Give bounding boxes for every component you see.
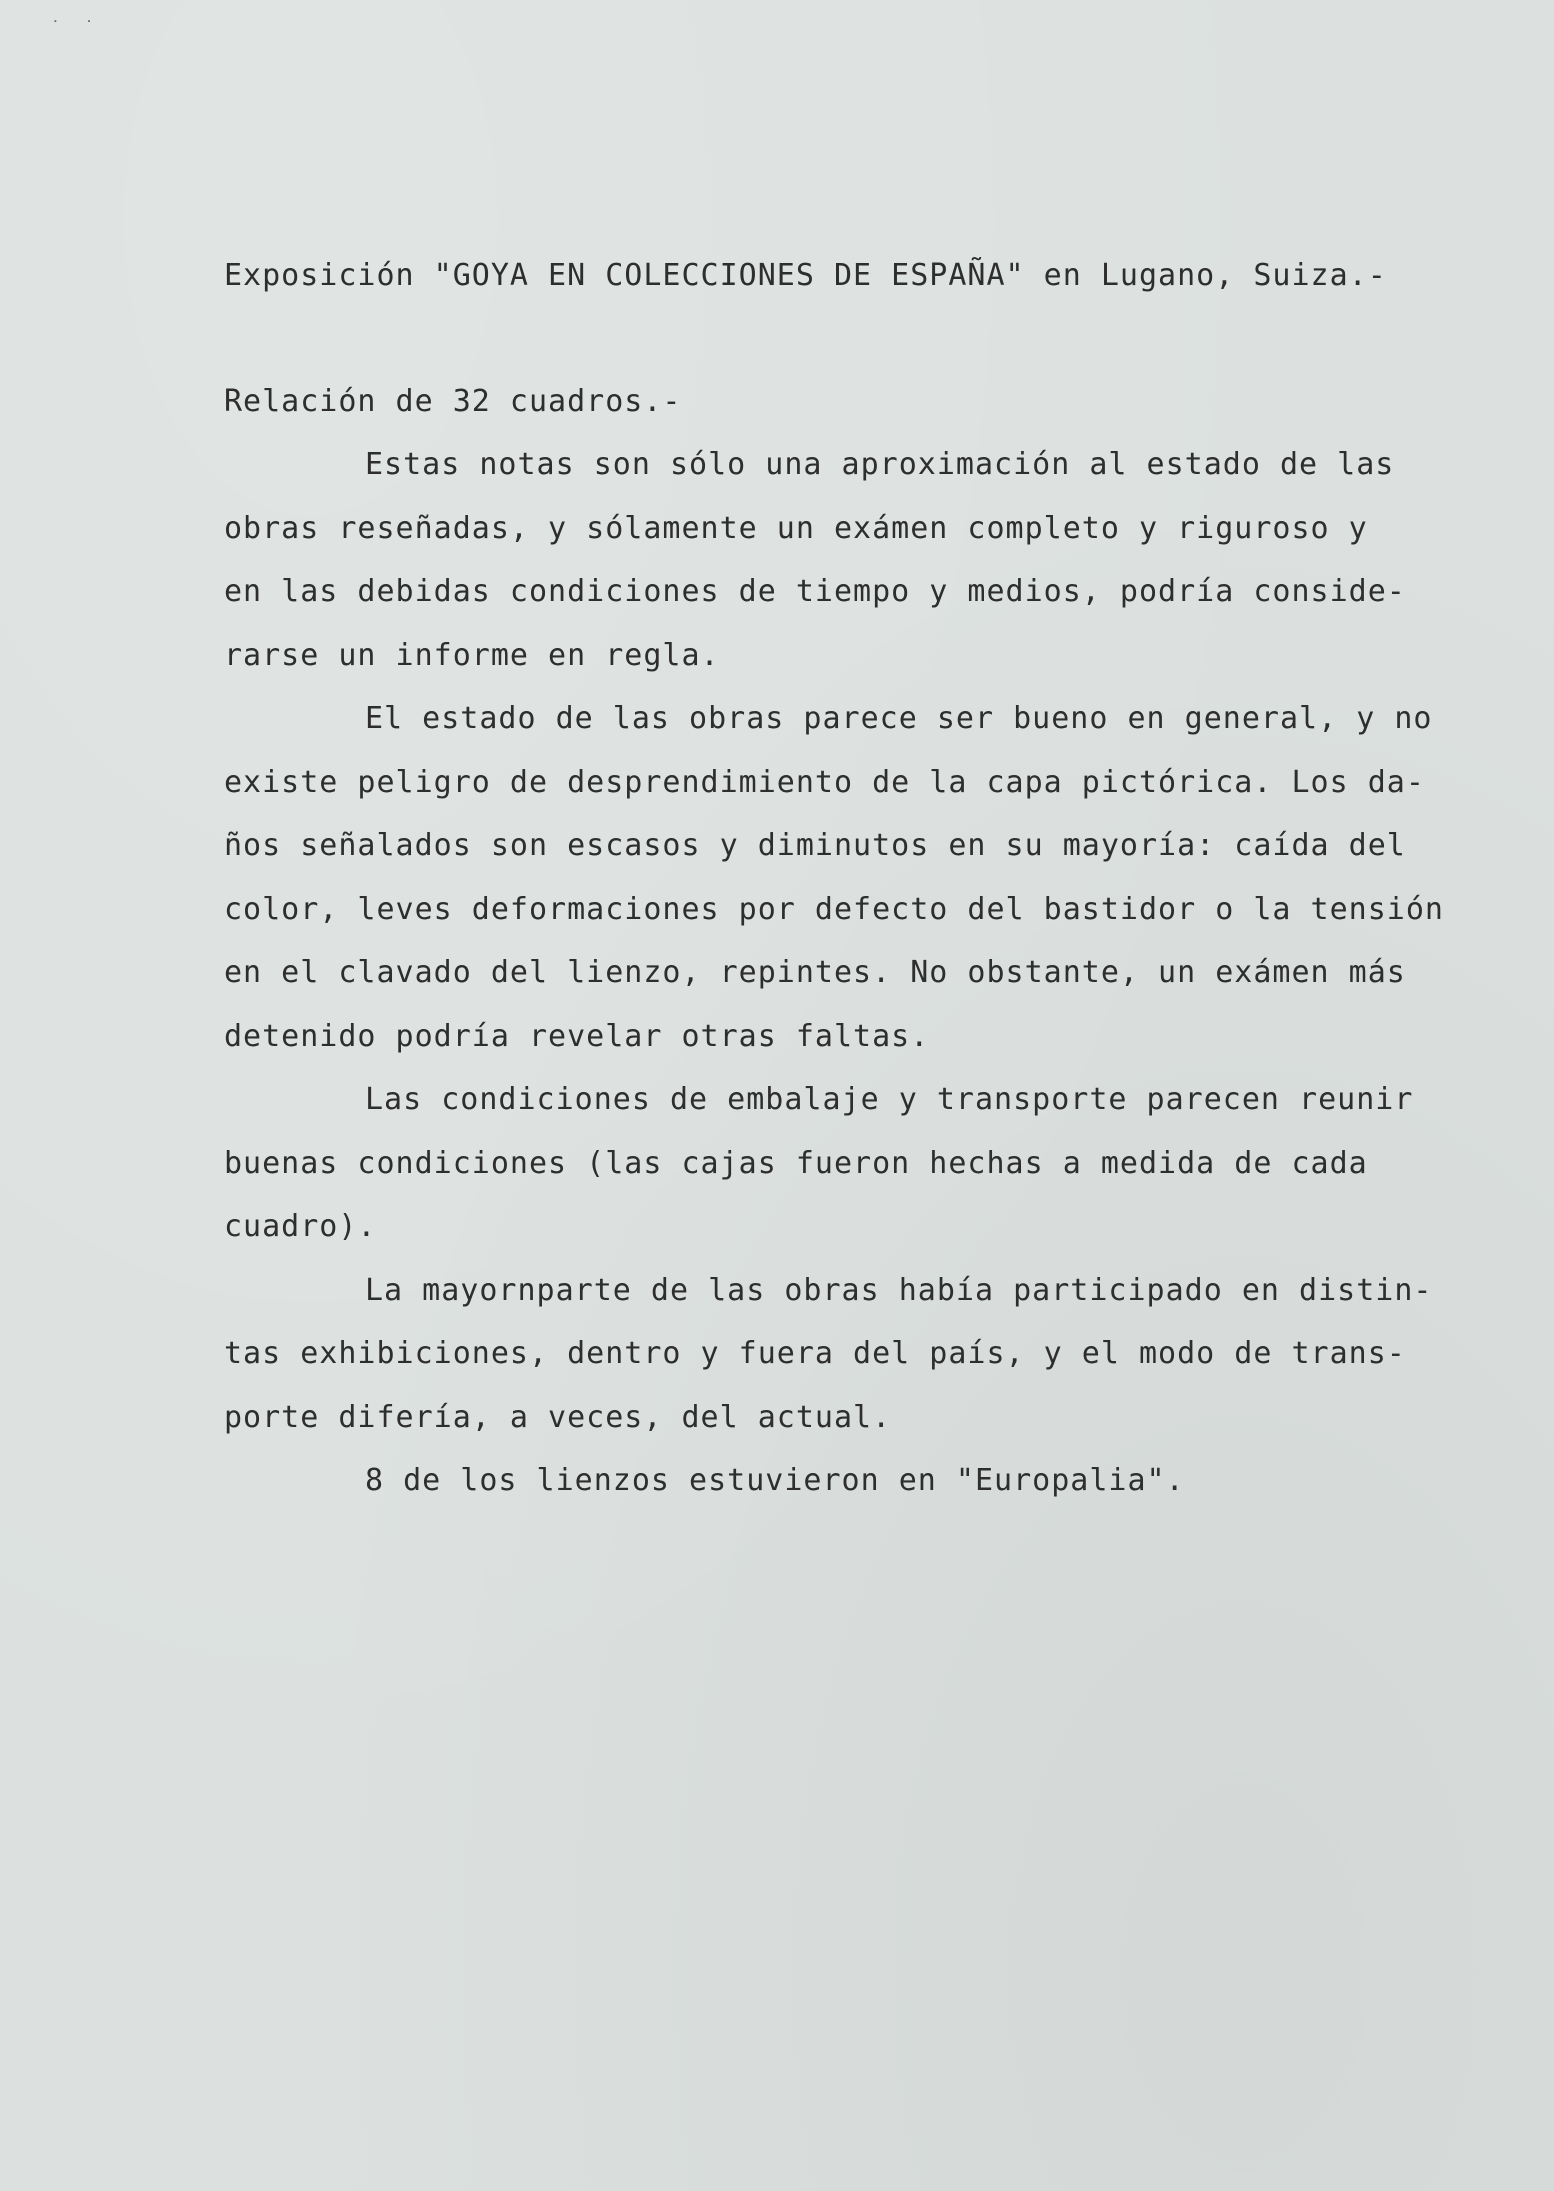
paragraph-4-line-2: tas exhibiciones, dentro y fuera del país, y el modo de trans- [224,1336,1406,1371]
paragraph-1-line-3: en las debidas condiciones de tiempo y medios, podría conside- [224,574,1406,609]
paragraph-3-line-3: cuadro). [224,1209,377,1244]
paragraph-5-line-1: 8 de los lienzos estuvieron en "Europalia". [365,1463,1185,1498]
paragraph-2-line-3: ños señalados son escasos y diminutos en su mayoría: caída del [224,828,1406,863]
paragraph-4-line-3: porte difería, a veces, del actual. [224,1400,892,1435]
paragraph-1-line-4: rarse un informe en regla. [224,638,720,673]
document-heading: Exposición "GOYA EN COLECCIONES DE ESPAÑA" en Lugano, Suiza.- [224,258,1387,293]
paragraph-3-line-2: buenas condiciones (las cajas fueron hechas a medida de cada [224,1146,1368,1181]
document-subheading: Relación de 32 cuadros.- [224,384,682,419]
paragraph-2-line-4: color, leves deformaciones por defecto del bastidor o la tensión [224,892,1444,927]
paragraph-2-line-5: en el clavado del lienzo, repintes. No obstante, un exámen más [224,955,1406,990]
paragraph-3-line-1: Las condiciones de embalaje y transporte parecen reunir [365,1082,1414,1117]
paragraph-2-line-6: detenido podría revelar otras faltas. [224,1019,930,1054]
paragraph-2-line-1: El estado de las obras parece ser bueno en general, y no [365,701,1433,736]
paragraph-2-line-2: existe peligro de desprendimiento de la capa pictórica. Los da- [224,765,1425,800]
paragraph-1-line-2: obras reseñadas, y sólamente un exámen completo y riguroso y [224,511,1368,546]
paper-specks: ˙ ˙ [50,18,101,39]
paragraph-4-line-1: La mayornparte de las obras había participado en distin- [365,1273,1433,1308]
paragraph-1-line-1: Estas notas son sólo una aproximación al estado de las [365,447,1395,482]
